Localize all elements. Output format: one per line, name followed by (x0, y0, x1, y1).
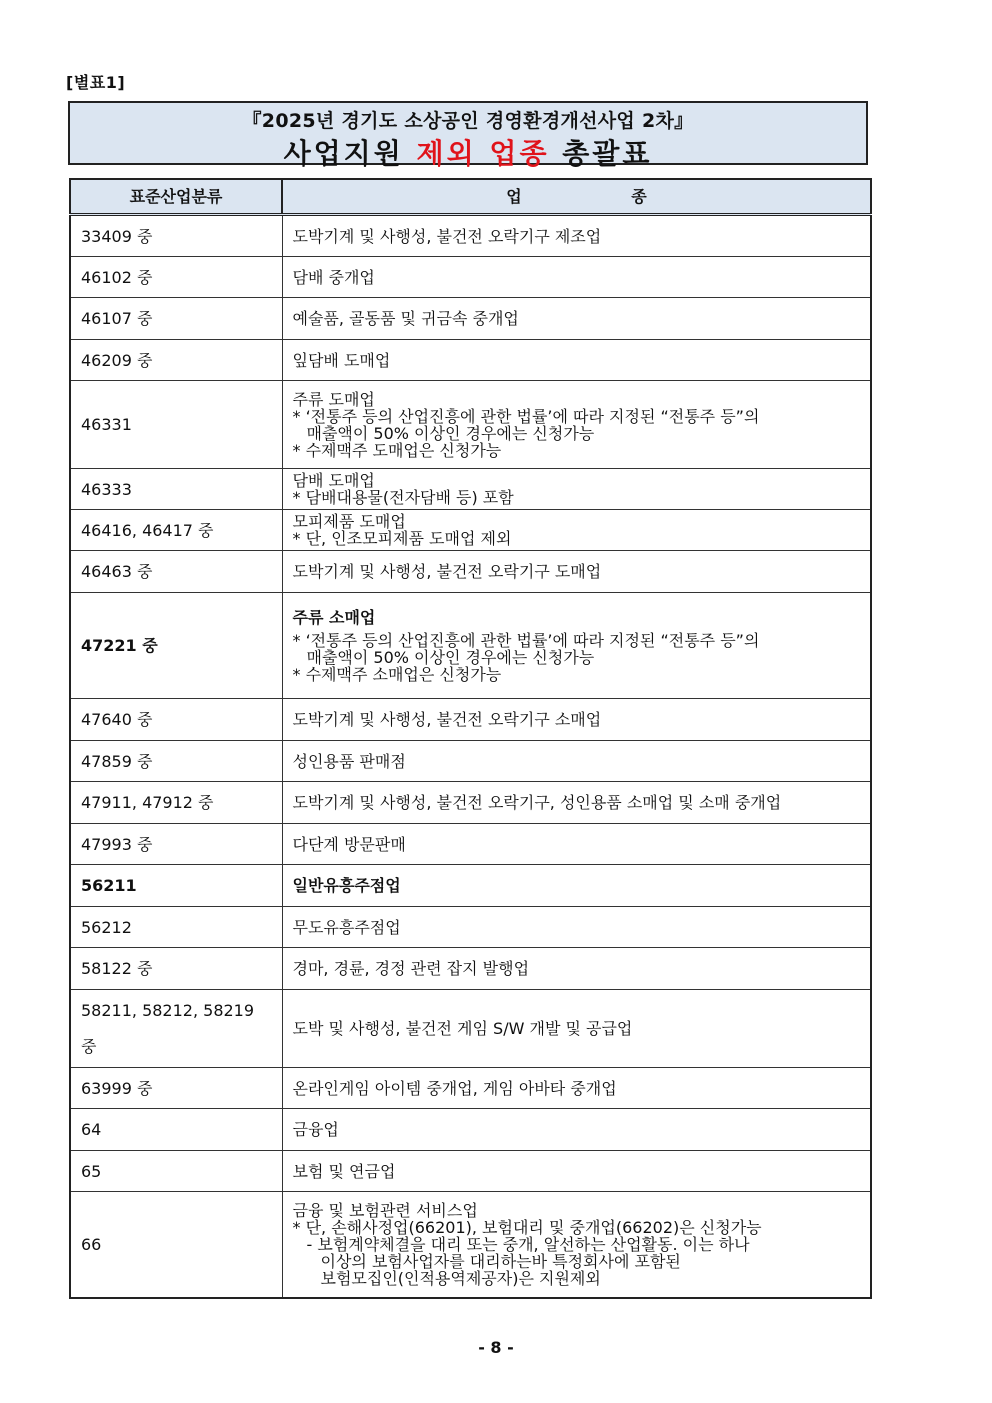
table-row (70, 1151, 871, 1192)
table-row (70, 948, 871, 990)
industry-cell: 무도유흥주점업 (282, 907, 871, 948)
code-cell: 46102 중 (70, 257, 282, 298)
industry-cell (282, 469, 871, 510)
industry-line: 주류 도매업 (292, 389, 375, 409)
industry-cell: 예술품, 골동품 및 귀금속 중개업 (282, 298, 871, 340)
table-row (70, 990, 871, 1068)
industry-cell: 도박기계 및 사행성, 불건전 오락기구 제조업 (282, 215, 871, 257)
code-cell (70, 990, 282, 1068)
note-line: * 단, 인조모피제품 도매업 제외 (292, 529, 512, 548)
note-line: * 수제맥주 소매업은 신청가능 (292, 664, 502, 684)
industry-cell: 담배 중개업 (282, 257, 871, 298)
exclusion-table (69, 178, 872, 1299)
table-row (70, 340, 871, 381)
industry-cell: 금융업 (282, 1109, 871, 1151)
code-line: 58211, 58212, 58219 (81, 1000, 255, 1020)
note-line: * 담배대용물(전자담배 등) 포함 (292, 488, 514, 507)
note-line: 보험모집인(인적용역제공자)은 지원제외 (320, 1268, 601, 1288)
industry-cell: 일반유흥주점업 (282, 865, 871, 907)
table-row (70, 257, 871, 298)
table-row (70, 865, 871, 907)
code-cell: 66 (70, 1192, 282, 1298)
title-red-1: 제외 (416, 137, 477, 170)
code-cell: 46463 중 (70, 551, 282, 593)
table-row (70, 907, 871, 948)
code-cell: 56212 (70, 907, 282, 948)
industry-line: 주류 소매업 (292, 607, 376, 627)
table-row (70, 215, 871, 257)
table-row (70, 469, 871, 510)
code-line: 중 (81, 1036, 97, 1056)
code-cell: 47640 중 (70, 699, 282, 741)
note-line: * 수제맥주 도매업은 신청가능 (292, 440, 502, 460)
code-cell: 56211 (70, 865, 282, 907)
industry-cell: 온라인게임 아이템 중개업, 게임 아바타 중개업 (282, 1068, 871, 1109)
table-row (70, 824, 871, 865)
note-line: * ‘전통주 등의 산업진흥에 관한 법률’에 따라 지정된 “전통주 등”의 (292, 630, 760, 650)
title-gap (477, 137, 490, 170)
industry-cell: 도박 및 사행성, 불건전 게임 S/W 개발 및 공급업 (282, 990, 871, 1068)
industry-line: 담배 도매업 (292, 471, 375, 490)
title-box (68, 101, 868, 170)
table-row (70, 593, 871, 699)
industry-cell: 잎담배 도매업 (282, 340, 871, 381)
code-cell: 33409 중 (70, 215, 282, 257)
table-row (70, 381, 871, 469)
industry-cell (282, 510, 871, 551)
industry-cell: 도박기계 및 사행성, 불건전 오락기구 도매업 (282, 551, 871, 593)
code-cell: 47859 중 (70, 741, 282, 782)
industry-cell: 도박기계 및 사행성, 불건전 오락기구, 성인용품 소매업 및 소매 중개업 (282, 782, 871, 824)
note-line: 이상의 보험사업자를 대리하는바 특정회사에 포함된 (320, 1251, 681, 1271)
header-industry-b: 종 (631, 187, 647, 206)
code-cell: 47221 중 (70, 593, 282, 699)
table-row (70, 1192, 871, 1298)
code-cell: 64 (70, 1109, 282, 1151)
note-line: * 단, 손해사정업(66201), 보험대리 및 중개업(66202)은 신청가능 (292, 1217, 762, 1237)
table-header-row (70, 179, 871, 215)
code-cell: 63999 중 (70, 1068, 282, 1109)
header-industry (282, 179, 871, 215)
note-line: * ‘전통주 등의 산업진흥에 관한 법률’에 따라 지정된 “전통주 등”의 (292, 406, 760, 426)
industry-cell: 보험 및 연금업 (282, 1151, 871, 1192)
industry-cell: 경마, 경륜, 경정 관련 잡지 발행업 (282, 948, 871, 990)
industry-cell (282, 381, 871, 469)
code-cell: 65 (70, 1151, 282, 1192)
title-line-2 (70, 132, 866, 172)
table-row (70, 551, 871, 593)
note-line: 매출액이 50% 이상인 경우에는 신청가능 (306, 423, 595, 443)
page-number: - 8 - (478, 1338, 514, 1357)
industry-line: 금융 및 보험관련 서비스업 (292, 1200, 478, 1220)
table-row (70, 510, 871, 551)
table-row (70, 782, 871, 824)
annex-label: [별표1] (66, 73, 126, 92)
code-cell: 46333 (70, 469, 282, 510)
industry-cell: 성인용품 판매점 (282, 741, 871, 782)
code-cell: 46209 중 (70, 340, 282, 381)
note-line: - 보험계약체결을 대리 또는 중개, 알선하는 산업활동. 이는 하나 (306, 1234, 750, 1254)
industry-cell: 도박기계 및 사행성, 불건전 오락기구 소매업 (282, 699, 871, 741)
title-prefix: 사업지원 (283, 137, 417, 170)
code-cell: 47993 중 (70, 824, 282, 865)
header-classification: 표준산업분류 (70, 179, 282, 215)
title-line-1: 『2025년 경기도 소상공인 경영환경개선사업 2차』 (242, 110, 694, 132)
industry-cell: 다단계 방문판매 (282, 824, 871, 865)
code-cell: 47911, 47912 중 (70, 782, 282, 824)
code-cell: 58122 중 (70, 948, 282, 990)
code-cell: 46331 (70, 381, 282, 469)
code-cell: 46107 중 (70, 298, 282, 340)
industry-line: 모피제품 도매업 (292, 512, 406, 531)
header-industry-a: 업 (506, 187, 522, 206)
industry-cell (282, 593, 871, 699)
note-line: 매출액이 50% 이상인 경우에는 신청가능 (306, 647, 595, 667)
table-row (70, 1109, 871, 1151)
industry-cell (282, 1192, 871, 1298)
code-cell: 46416, 46417 중 (70, 510, 282, 551)
table-row (70, 741, 871, 782)
table-row (70, 1068, 871, 1109)
table-row (70, 699, 871, 741)
table-row (70, 298, 871, 340)
title-suffix: 총괄표 (549, 137, 653, 170)
title-red-2: 업종 (489, 137, 550, 170)
